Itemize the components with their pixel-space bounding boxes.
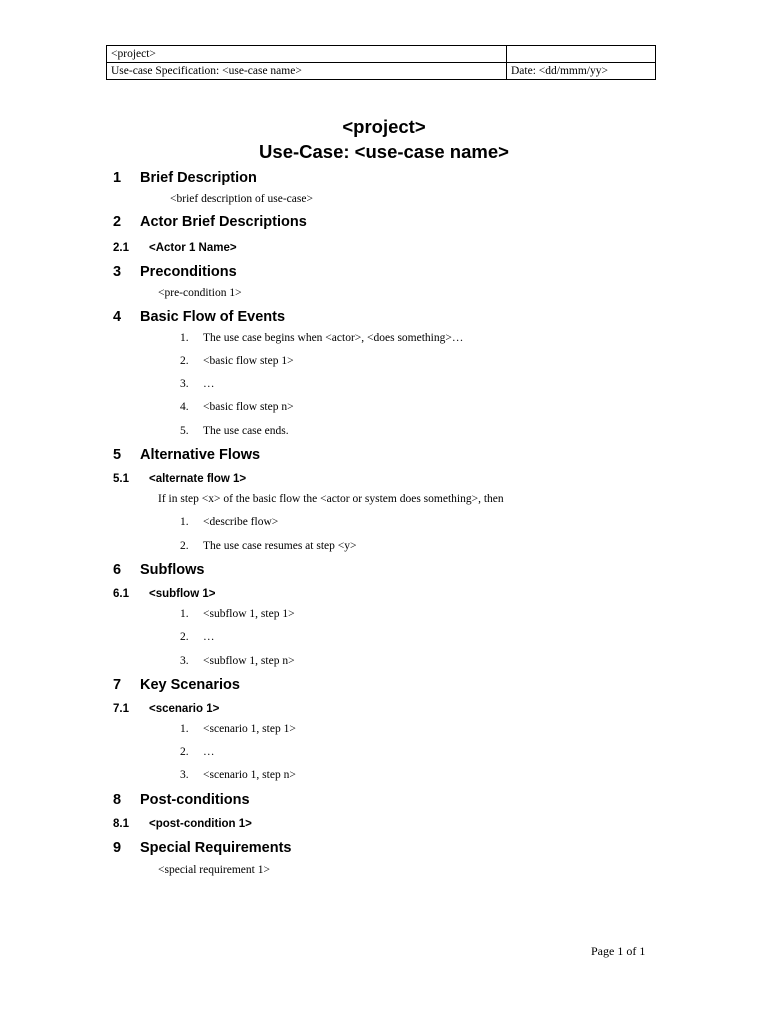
subsection-heading-subflow-1: [113, 588, 215, 600]
section-heading-brief-description: [113, 170, 257, 186]
section-number: 6: [113, 562, 122, 578]
section-title: Alternative Flows: [140, 447, 261, 463]
page-number: Page 1 of 1: [591, 944, 646, 958]
subsection-number: 7.1: [113, 703, 129, 715]
section-number: 1: [113, 170, 122, 186]
section-heading-alternative-flows: [113, 447, 260, 463]
section-heading-preconditions: [113, 264, 237, 280]
subsection-heading-scenario-1: [113, 703, 219, 715]
section-title: Post-conditions: [140, 792, 250, 808]
alternate-flow-step: 1. <describe flow>: [180, 516, 279, 528]
document-header-table: [106, 45, 656, 80]
subsection-heading-actor-1: [113, 242, 237, 254]
subsection-number: 8.1: [113, 818, 129, 830]
section-title: Basic Flow of Events: [140, 309, 286, 325]
header-date-cell: Date: <dd/mmm/yy>: [507, 63, 656, 80]
subsection-title: <Actor 1 Name>: [149, 242, 237, 254]
subflow-step: 1. <subflow 1, step 1>: [180, 608, 295, 620]
section-heading-basic-flow: [113, 309, 285, 325]
section-title: Key Scenarios: [140, 677, 240, 693]
section-title: Brief Description: [140, 170, 257, 186]
section-title: Actor Brief Descriptions: [140, 214, 307, 230]
scenario-step: 1. <scenario 1, step 1>: [180, 723, 296, 735]
section-number: 2: [113, 214, 122, 230]
scenario-step: 3. <scenario 1, step n>: [180, 769, 296, 781]
subsection-title: <scenario 1>: [149, 703, 220, 715]
section-heading-special-requirements: [113, 840, 292, 856]
special-requirement-text: <special requirement 1>: [158, 864, 270, 876]
basic-flow-step: 5. The use case ends.: [180, 425, 289, 437]
section-heading-post-conditions: [113, 792, 250, 808]
header-spec-title-cell: Use-case Specification: <use-case name>: [107, 63, 507, 80]
subflow-step: 3. <subflow 1, step n>: [180, 655, 295, 667]
basic-flow-step: 1. The use case begins when <actor>, <does something>…: [180, 332, 464, 344]
subsection-number: 5.1: [113, 473, 129, 485]
header-project-cell: <project>: [107, 46, 507, 63]
document-title-project: <project>: [342, 116, 426, 137]
subflow-step: 2. …: [180, 631, 215, 643]
subsection-number: 6.1: [113, 588, 129, 600]
precondition-text: <pre-condition 1>: [158, 287, 242, 299]
header-row-2: [107, 63, 656, 80]
section-title: Preconditions: [140, 264, 237, 280]
subsection-heading-post-condition-1: [113, 818, 252, 830]
subsection-heading-alternate-flow-1: [113, 473, 246, 485]
section-number: 9: [113, 840, 122, 856]
header-empty-cell: [507, 46, 656, 63]
section-number: 4: [113, 309, 122, 325]
section-number: 7: [113, 677, 122, 693]
section-title: Subflows: [140, 562, 205, 578]
subsection-title: <alternate flow 1>: [149, 473, 247, 485]
scenario-step: 2. …: [180, 746, 215, 758]
brief-description-text: <brief description of use-case>: [170, 193, 313, 205]
section-heading-actor-descriptions: [113, 214, 307, 230]
section-number: 3: [113, 264, 122, 280]
subsection-number: 2.1: [113, 242, 129, 254]
basic-flow-step: 4. <basic flow step n>: [180, 401, 294, 413]
alternate-flow-step: 2. The use case resumes at step <y>: [180, 540, 357, 552]
subsection-title: <post-condition 1>: [149, 818, 252, 830]
document-title-use-case: Use-Case: <use-case name>: [259, 141, 509, 162]
section-heading-key-scenarios: [113, 677, 240, 693]
basic-flow-step: 2. <basic flow step 1>: [180, 355, 294, 367]
section-number: 5: [113, 447, 122, 463]
alternate-flow-condition-text: If in step <x> of the basic flow the <actor or system does something>, then: [158, 493, 504, 505]
section-heading-subflows: [113, 562, 204, 578]
section-title: Special Requirements: [140, 840, 292, 856]
header-row-1: [107, 46, 656, 63]
subsection-title: <subflow 1>: [149, 588, 216, 600]
section-number: 8: [113, 792, 122, 808]
basic-flow-step: 3. …: [180, 378, 215, 390]
